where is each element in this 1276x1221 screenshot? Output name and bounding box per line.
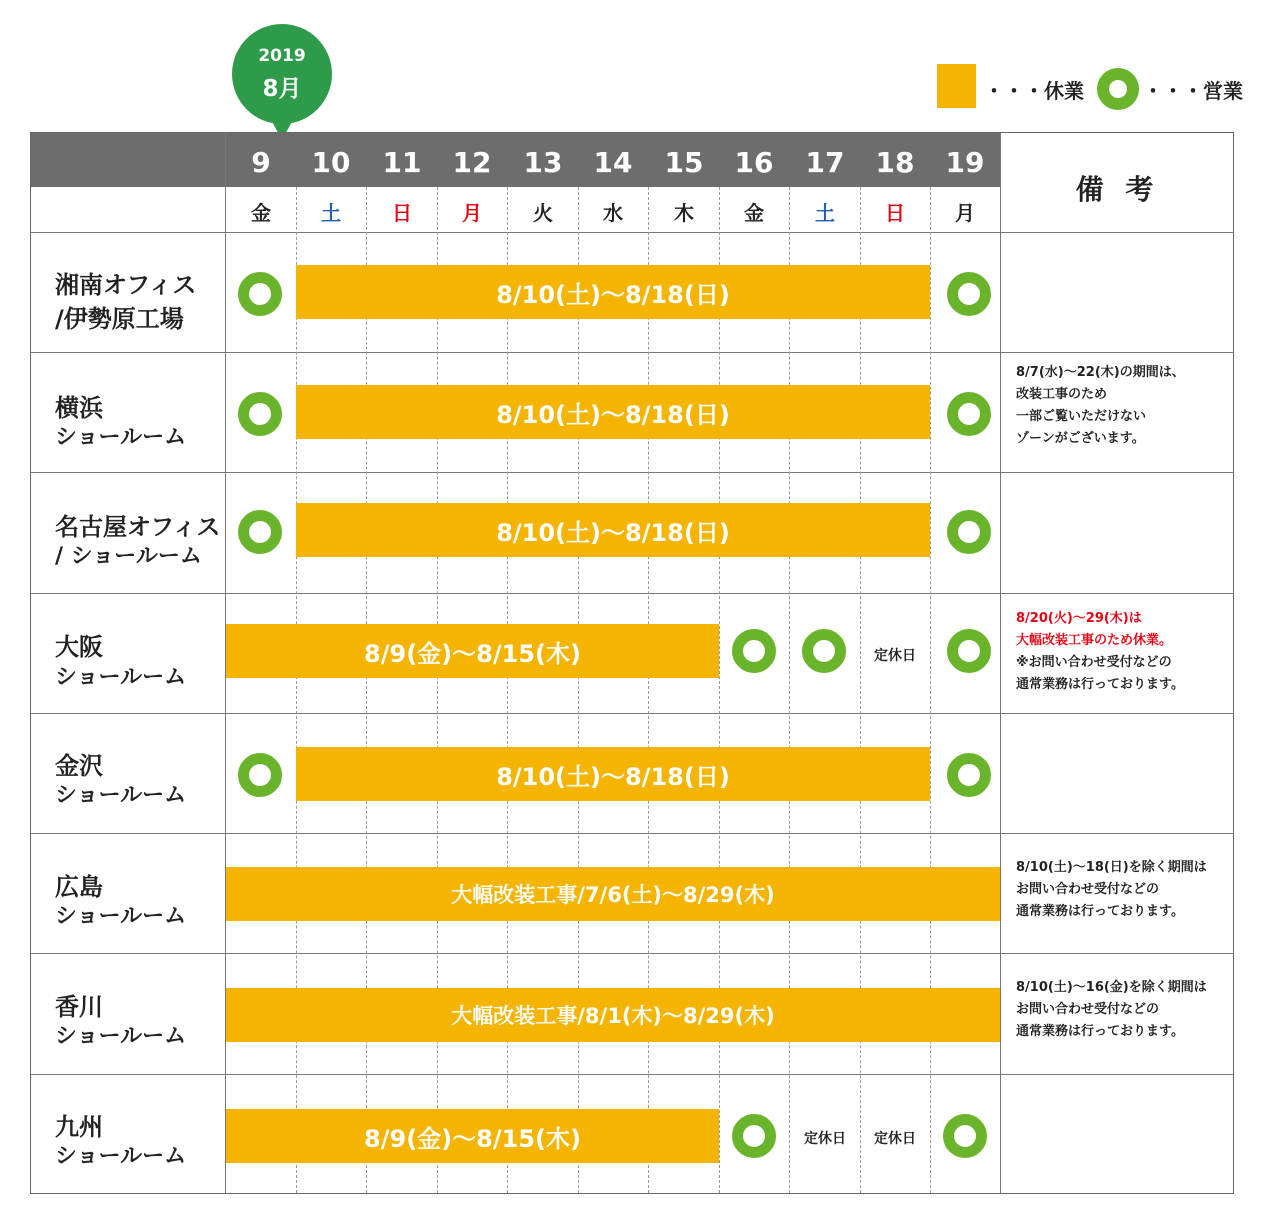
remarks-line: 通常業務は行っております。 <box>1016 904 1184 919</box>
day-number: 10 <box>311 146 351 179</box>
regular-holiday-label: 定休日 <box>804 1131 846 1147</box>
location-name: 湘南オフィス <box>55 271 197 299</box>
closed-period-bar: 8/9(金)〜8/15(木) <box>226 1109 719 1163</box>
row-divider <box>31 713 1234 714</box>
day-number: 12 <box>452 146 492 179</box>
day-divider <box>296 187 297 1193</box>
location-name: 名古屋オフィス <box>55 513 221 541</box>
day-number: 9 <box>251 146 271 179</box>
weekday-label: 日 <box>885 201 905 225</box>
remarks-line: 8/10(土)〜18(日)を除く期間は <box>1016 860 1207 875</box>
day-number: 16 <box>734 146 774 179</box>
remarks-note <box>1016 977 1207 1043</box>
weekday-label: 火 <box>533 201 553 225</box>
weekday-label: 月 <box>955 201 975 225</box>
row-divider <box>31 833 1234 834</box>
closed-period-bar: 8/10(土)〜8/18(日) <box>296 265 930 319</box>
closed-period-bar: 8/10(土)〜8/18(日) <box>296 385 930 439</box>
remarks-line: お問い合わせ受付などの <box>1016 1002 1160 1017</box>
open-day-icon <box>238 510 282 554</box>
row-divider <box>31 953 1234 954</box>
remarks-line: 通常業務は行っております。 <box>1016 1024 1184 1039</box>
month-badge <box>232 24 332 124</box>
legend-closed-label: ・・・休業 <box>984 79 1084 103</box>
remarks-line: 8/7(水)〜22(木)の期間は、 <box>1016 365 1185 380</box>
row-divider <box>31 472 1234 473</box>
day-divider <box>578 187 579 1193</box>
day-divider <box>648 187 649 1193</box>
row-divider <box>31 232 1234 233</box>
location-subname: ショールーム <box>55 665 187 690</box>
remarks-line: ゾーンがございます。 <box>1016 431 1145 446</box>
weekday-label: 日 <box>392 201 412 225</box>
weekday-label: 土 <box>321 201 341 225</box>
day-number: 13 <box>523 146 563 179</box>
closed-period-bar: 8/9(金)〜8/15(木) <box>226 624 719 678</box>
weekday-label: 水 <box>603 201 623 225</box>
day-divider <box>507 187 508 1193</box>
open-day-icon <box>947 392 991 436</box>
legend-closed-swatch <box>937 64 976 108</box>
weekday-label: 月 <box>462 201 482 225</box>
day-number: 19 <box>945 146 985 179</box>
day-number: 15 <box>664 146 704 179</box>
weekday-label: 土 <box>815 201 835 225</box>
location-name: 横浜 <box>55 394 103 422</box>
row-divider <box>31 352 1234 353</box>
location-subname: ショールーム <box>55 425 187 450</box>
remarks-line-alert: 8/20(火)〜29(木)は <box>1016 611 1142 626</box>
location-name: 香川 <box>55 993 103 1021</box>
day-divider <box>366 187 367 1193</box>
day-divider <box>719 187 720 1193</box>
open-day-icon <box>947 753 991 797</box>
badge-year: 2019 <box>258 46 306 66</box>
remarks-line: 8/10(土)〜16(金)を除く期間は <box>1016 980 1207 995</box>
location-subname: ショールーム <box>55 783 187 808</box>
remarks-line: お問い合わせ受付などの <box>1016 882 1160 897</box>
col-divider-remarks <box>1000 133 1001 1193</box>
day-number: 17 <box>805 146 845 179</box>
open-day-icon <box>732 629 776 673</box>
open-day-icon <box>238 753 282 797</box>
day-number: 18 <box>875 146 915 179</box>
location-name: 広島 <box>55 873 103 901</box>
location-subname: ショールーム <box>55 1144 187 1169</box>
remarks-note <box>1016 362 1185 450</box>
renovation-period-bar: 大幅改装工事/7/6(土)〜8/29(木) <box>226 867 1000 921</box>
regular-holiday-label: 定休日 <box>874 648 916 664</box>
day-divider <box>930 187 931 1193</box>
weekday-label: 金 <box>251 201 271 225</box>
open-day-icon <box>947 629 991 673</box>
open-day-icon <box>947 510 991 554</box>
remarks-line: 一部ご覧いただけない <box>1016 409 1147 424</box>
remarks-line: 通常業務は行っております。 <box>1016 677 1184 692</box>
remarks-line: ※お問い合わせ受付などの <box>1016 655 1172 670</box>
remarks-line-alert: 大幅改装工事のため休業。 <box>1016 633 1173 648</box>
legend-open-ring-icon <box>1097 68 1139 110</box>
open-day-icon <box>943 1114 987 1158</box>
day-divider <box>789 187 790 1193</box>
remarks-note <box>1016 857 1207 923</box>
location-name: 金沢 <box>55 752 103 780</box>
renovation-period-bar: 大幅改装工事/8/1(木)〜8/29(木) <box>226 988 1000 1042</box>
open-day-icon <box>732 1114 776 1158</box>
badge-month: 8月 <box>262 76 302 102</box>
remarks-header: 備 考 <box>1075 173 1160 206</box>
open-day-icon <box>802 629 846 673</box>
closed-period-bar: 8/10(土)〜8/18(日) <box>296 747 930 801</box>
location-subname: ショールーム <box>55 1024 187 1049</box>
location-subname: / ショールーム <box>55 544 202 569</box>
open-day-icon <box>947 272 991 316</box>
day-divider <box>860 187 861 1193</box>
weekday-label: 金 <box>744 201 764 225</box>
closed-period-bar: 8/10(土)〜8/18(日) <box>296 503 930 557</box>
remarks-line: 改装工事のため <box>1016 387 1108 402</box>
row-divider <box>31 593 1234 594</box>
location-name: 大阪 <box>55 633 103 661</box>
legend-open-label: ・・・営業 <box>1143 79 1243 103</box>
row-divider <box>31 1074 1234 1075</box>
weekday-label: 木 <box>674 201 694 225</box>
day-number: 11 <box>382 146 422 179</box>
remarks-note <box>1016 608 1184 696</box>
open-day-icon <box>238 392 282 436</box>
day-number: 14 <box>593 146 633 179</box>
day-divider <box>437 187 438 1193</box>
open-day-icon <box>238 272 282 316</box>
location-subname: /伊勢原工場 <box>55 305 184 333</box>
location-name: 九州 <box>55 1113 103 1141</box>
location-subname: ショールーム <box>55 904 187 929</box>
regular-holiday-label: 定休日 <box>874 1131 916 1147</box>
